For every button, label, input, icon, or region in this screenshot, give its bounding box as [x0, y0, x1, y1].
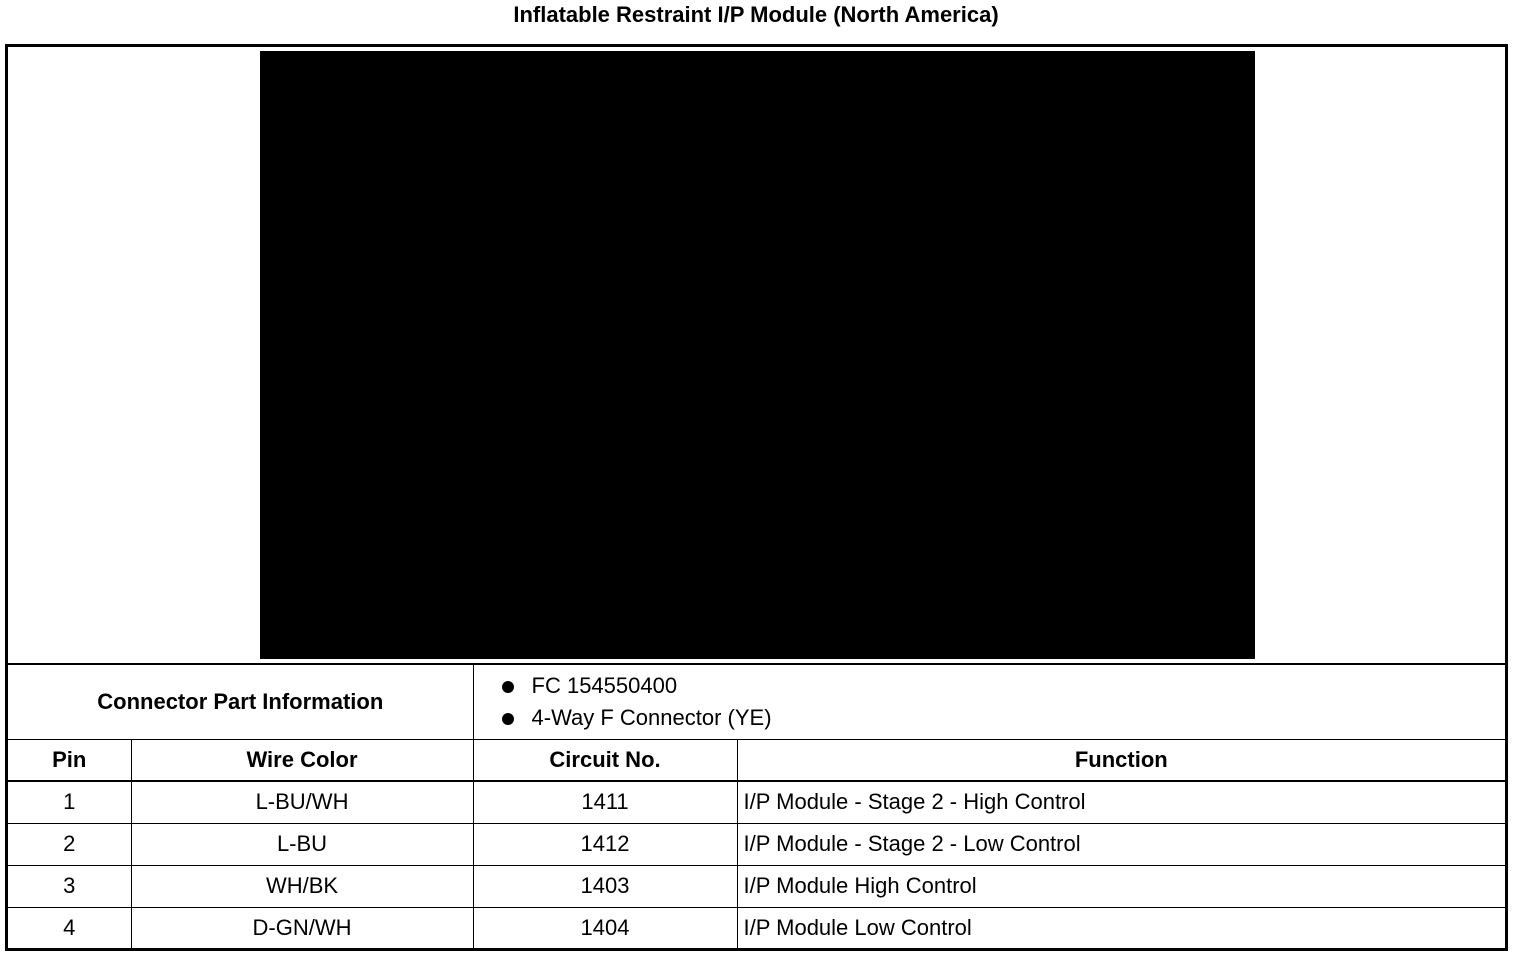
circuit-cell: 1403 — [473, 865, 737, 907]
function-cell: I/P Module - Stage 2 - High Control — [737, 781, 1505, 823]
circuit-cell: 1411 — [473, 781, 737, 823]
bullet-icon — [502, 713, 514, 725]
function-cell: I/P Module Low Control — [737, 907, 1505, 949]
column-header-wire-color: Wire Color — [131, 739, 473, 781]
pin-cell: 2 — [8, 823, 131, 865]
wire-color-cell: D-GN/WH — [131, 907, 473, 949]
connector-document-frame — [5, 44, 1508, 951]
wire-color-cell: L-BU — [131, 823, 473, 865]
column-header-circuit: Circuit No. — [473, 739, 737, 781]
wire-color-cell: L-BU/WH — [131, 781, 473, 823]
page-title: Inflatable Restraint I/P Module (North America) — [513, 2, 999, 27]
pin-cell: 1 — [8, 781, 131, 823]
pinout-table — [8, 665, 1505, 949]
wire-color-cell: WH/BK — [131, 865, 473, 907]
function-cell: I/P Module High Control — [737, 865, 1505, 907]
connector-info-cell — [473, 665, 1505, 739]
connector-info-row — [8, 665, 1505, 739]
table-header-row — [8, 739, 1505, 781]
connector-info-item: FC 154550400 — [502, 670, 1506, 702]
connector-info-item: 4-Way F Connector (YE) — [502, 702, 1506, 734]
table-row — [8, 865, 1505, 907]
pin-cell: 4 — [8, 907, 131, 949]
connector-image — [260, 51, 1255, 659]
column-header-function: Function — [737, 739, 1505, 781]
connector-info-list — [474, 670, 1506, 734]
table-row — [8, 823, 1505, 865]
function-cell: I/P Module - Stage 2 - Low Control — [737, 823, 1505, 865]
table-row — [8, 907, 1505, 949]
circuit-cell: 1412 — [473, 823, 737, 865]
connector-image-area — [8, 47, 1505, 665]
bullet-icon — [502, 681, 514, 693]
pin-cell: 3 — [8, 865, 131, 907]
table-row — [8, 781, 1505, 823]
column-header-pin: Pin — [8, 739, 131, 781]
connector-info-label: Connector Part Information — [8, 665, 473, 739]
circuit-cell: 1404 — [473, 907, 737, 949]
